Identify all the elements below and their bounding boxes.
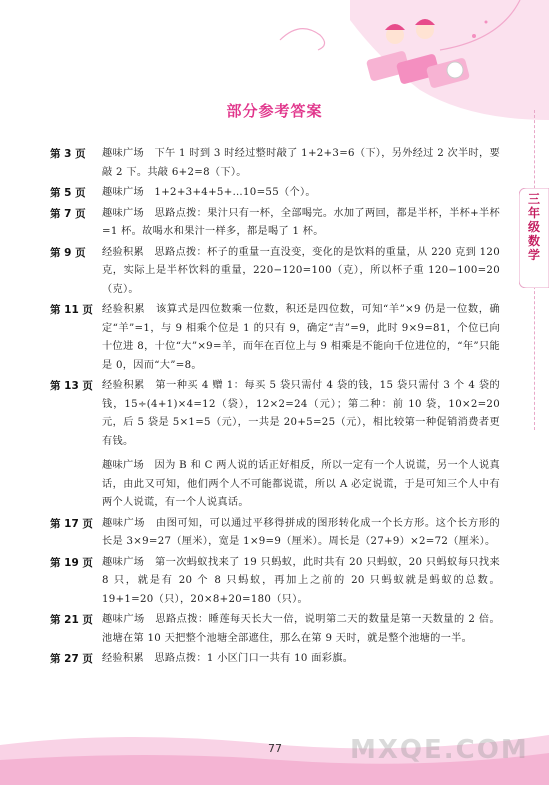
answer-entry <box>50 650 500 669</box>
page-number: 77 <box>268 742 282 755</box>
page-ref: 第 5 页 <box>50 187 86 199</box>
page-ref: 第 27 页 <box>50 653 93 665</box>
answer-text: 经验积累 该算式是四位数乘一位数，积还是四位数，可知“羊”×9 仍是一位数，确定“羊”=1，与 9 相乘个位是 1 的只有 9，确定“吉”=9，此时 9×9=81，个位已向十位进 8，十位“大”×9=羊，而年在百位上与 9 相乘是不能向千位进位的，“年”只能是 0，因而“大”=8。 <box>102 304 500 371</box>
page-ref: 第 9 页 <box>50 246 86 259</box>
page-ref: 第 3 页 <box>50 148 86 160</box>
answer-entry <box>50 205 500 242</box>
answer-entry <box>50 377 500 451</box>
page-ref: 第 17 页 <box>50 517 93 530</box>
answer-text: 趣味广场 思路点拨：果汁只有一杯，全部喝完。水加了两回，都是半杯，半杯+半杯=1 杯。故喝水和果汁一样多，都是喝了 1 杯。 <box>102 207 500 237</box>
answer-entry <box>50 611 500 648</box>
answer-text: 经验积累 思路点拨：1 小区门口一共有 10 面彩旗。 <box>102 653 354 664</box>
answer-text: 趣味广场 由图可知，可以通过平移得拼成的图形转化成一个长方形。这个长方形的长是 3×9=27（厘米），宽是 1×9=9（厘米）。周长是（27+9）×2=72（厘米）。 <box>102 517 500 547</box>
answer-entry <box>50 554 500 610</box>
answer-text: 趣味广场 思路点拨：睡莲每天长大一倍，说明第二天的数量是第一天数量的 2 倍。池塘在第 10 天把整个池塘全部遮住，那么在第 9 天时，就是整个池塘的一半。 <box>102 614 500 644</box>
answer-text: 经验积累 思路点拨：杯子的重量一直没变，变化的是饮料的重量，从 220 克到 120 克，实际上是半杯饮料的重量，220−120=100（克），所以杯子重 120−100=20（克）。 <box>102 246 500 295</box>
answer-text: 趣味广场 1+2+3+4+5+…10=55（个）。 <box>102 187 316 198</box>
answer-entry <box>50 301 500 375</box>
answer-entry <box>50 244 500 300</box>
page-ref: 第 11 页 <box>50 304 93 316</box>
page-ref: 第 19 页 <box>50 556 93 569</box>
answer-entry <box>50 184 500 203</box>
answer-text: 趣味广场 第一次蚂蚁找来了 19 只蚂蚁，此时共有 20 只蚂蚁，20 只蚂蚁每只找来 8 只，就是有 20 个 8 只蚂蚁，再加上之前的 20 只蚂蚁就是蚂蚁的总数。19+1=20（只），20×8+20=180（只）。 <box>102 556 500 605</box>
answer-entry <box>50 145 500 182</box>
page-ref: 第 7 页 <box>50 207 86 220</box>
answer-text: 趣味广场 下午 1 时到 3 时经过整时敲了 1+2+3=6（下），另外经过 2 次半时，要敲 2 下。共敲 6+2=8（下）。 <box>102 148 500 178</box>
subject-grade-label: 三年级数学 <box>527 192 540 262</box>
page-ref: 第 21 页 <box>50 614 93 626</box>
watermark: MXQE.COM <box>350 735 529 765</box>
answer-text-extra: 趣味广场 因为 B 和 C 两人说的话正好相反，所以一定有一个人说谎，另一个人说真话，由此又可知，他们两个人不可能都说谎，所以 A 必定说谎，于是可知三个人中有两个人说谎，有一个人说真话。 <box>102 460 500 508</box>
answer-text: 经验积累 第一种买 4 赠 1：每买 5 袋只需付 4 袋的钱，15 袋只需付 3 个 4 袋的钱，15÷(4+1)×4=12（袋），12×2=24（元）；第二种：前 10 袋，10×2=20 元，后 5 袋是 5×1=5（元），一共是 20+5=25（元），相比较第一种促销消费者更有钱。 <box>102 380 500 447</box>
page-ref: 第 13 页 <box>50 380 93 392</box>
answer-entry <box>50 515 500 552</box>
page-title: 部分参考答案 <box>226 102 323 120</box>
answer-list <box>50 145 500 671</box>
